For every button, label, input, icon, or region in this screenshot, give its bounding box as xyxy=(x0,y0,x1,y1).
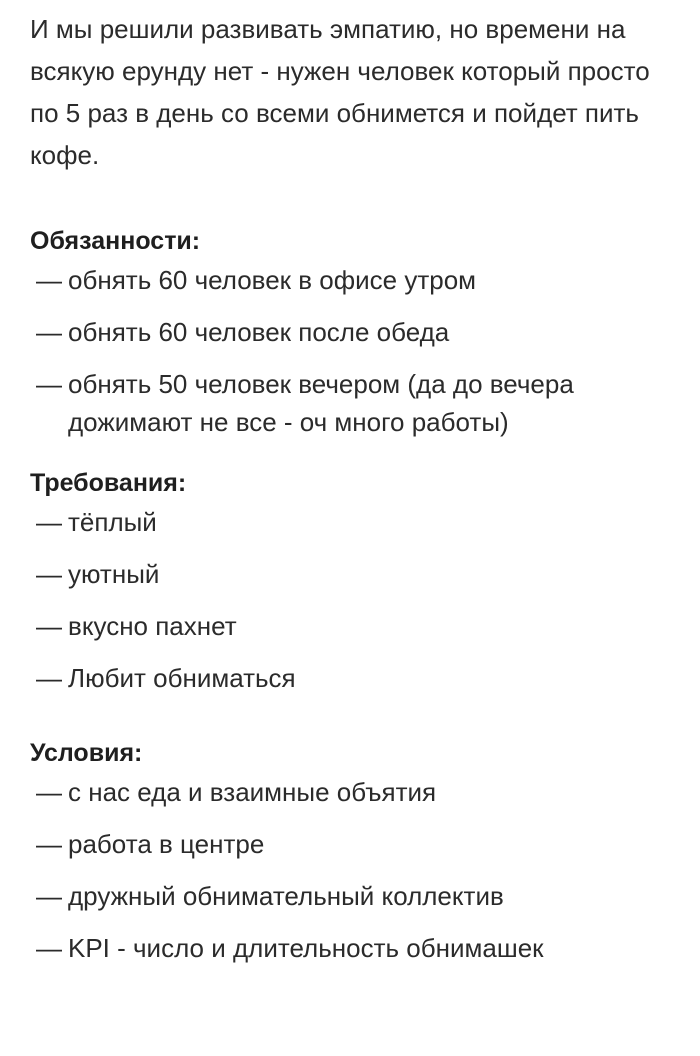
list-item xyxy=(30,773,670,811)
list-item xyxy=(30,825,670,863)
dash-bullet: — xyxy=(36,317,62,347)
list-item-text: работа в центре xyxy=(68,829,265,859)
dash-bullet: — xyxy=(36,933,62,963)
list-item xyxy=(30,555,670,593)
list-item xyxy=(30,313,670,351)
dash-bullet: — xyxy=(36,559,62,589)
dash-bullet: — xyxy=(36,777,62,807)
dash-bullet: — xyxy=(36,663,62,693)
dash-bullet: — xyxy=(36,611,62,641)
duties-list xyxy=(30,261,670,441)
list-item-text: обнять 60 человек после обеда xyxy=(68,317,450,347)
dash-bullet: — xyxy=(36,829,62,859)
dash-bullet: — xyxy=(36,507,62,537)
requirements-list xyxy=(30,503,670,697)
list-item-text: с нас еда и взаимные объятия xyxy=(68,777,437,807)
list-item xyxy=(30,365,670,441)
list-item xyxy=(30,503,670,541)
list-item-text: обнять 60 человек в офисе утром xyxy=(68,265,477,295)
list-item-text: вкусно пахнет xyxy=(68,611,237,641)
conditions-list xyxy=(30,773,670,967)
dash-bullet: — xyxy=(36,881,62,911)
list-item xyxy=(30,877,670,915)
list-item xyxy=(30,261,670,299)
list-item xyxy=(30,607,670,645)
dash-bullet: — xyxy=(36,265,62,295)
dash-bullet: — xyxy=(36,369,62,399)
list-item-text: Любит обниматься xyxy=(68,663,296,693)
list-item xyxy=(30,929,670,967)
duties-heading: Обязанности: xyxy=(30,227,201,255)
intro-paragraph: И мы решили развивать эмпатию, но времени на всякую ерунду нет - нужен человек который просто по 5 раз в день со всеми обнимется и пойдет пить кофе. xyxy=(30,14,650,170)
list-item-text: обнять 50 человек вечером (да до вечера дожимают не все - оч много работы) xyxy=(68,369,574,437)
requirements-heading: Требования: xyxy=(30,469,187,497)
list-item-text: дружный обнимательный коллектив xyxy=(68,881,504,911)
list-item-text: уютный xyxy=(68,559,160,589)
list-item xyxy=(30,659,670,697)
conditions-heading: Условия: xyxy=(30,739,143,767)
list-item-text: тёплый xyxy=(68,507,157,537)
list-item-text: KPI - число и длительность обнимашек xyxy=(68,933,544,963)
